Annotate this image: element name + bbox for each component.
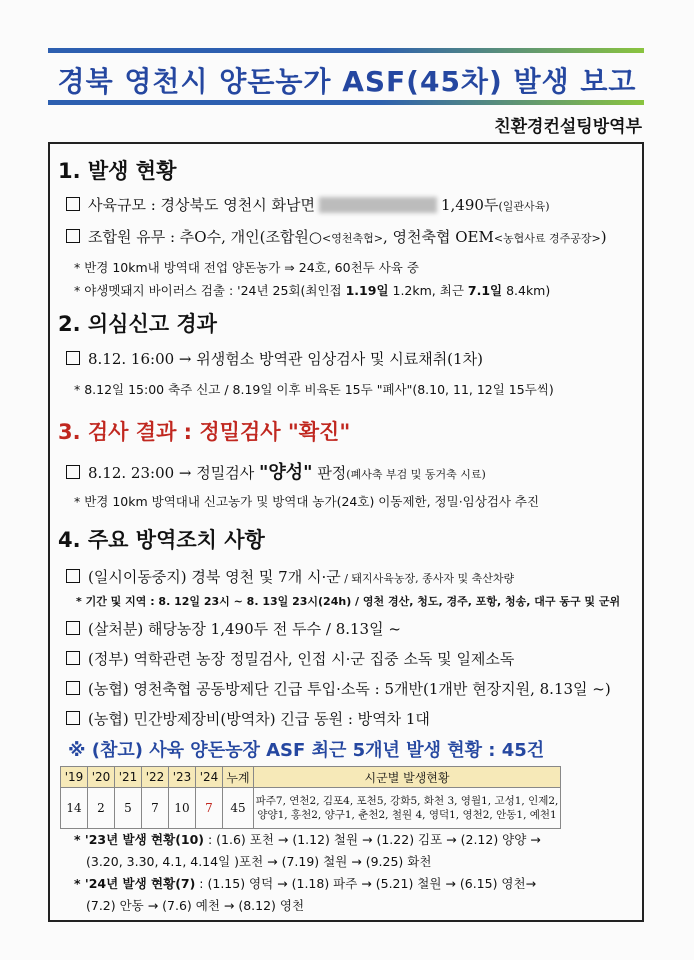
department-name: 친환경컨설팅방역부 — [494, 117, 642, 137]
col-2020: '20 — [88, 767, 115, 788]
suspicion-item — [66, 348, 483, 369]
measure5-text: (농협) 민간방제장비(방역차) 긴급 동원 : 방역차 1대 — [88, 710, 430, 728]
measure3-text: (정부) 역학관련 농장 정밀검사, 인접 시·군 집중 소독 및 일제소독 — [88, 650, 515, 668]
result-item — [66, 458, 486, 484]
measure-item-2 — [66, 618, 401, 639]
regions-line-2: 양양1, 홍천2, 양구1, 춘천2, 철원 4, 영덕1, 영천2, 안동1, 예천1 — [257, 809, 557, 821]
note2-a: * 야생멧돼지 바이러스 검출 : '24년 25회(최인접 — [74, 283, 346, 298]
section1-heading: 1. 발생 현황 — [58, 159, 177, 183]
measure1-a: (일시이동중지) 경북 영천 및 7개 시·군 — [88, 568, 341, 586]
checkbox-icon — [66, 681, 80, 695]
member-mid: , 영천축협 OEM — [382, 228, 494, 246]
regions-line-1: 파주7, 연천2, 김포4, 포천5, 강화5, 화천 3, 영월1, 고성1, 인제2, — [255, 795, 559, 807]
history-table — [60, 766, 561, 829]
member-item — [66, 226, 607, 247]
cell-2023: 10 — [169, 788, 196, 829]
measure-item-3 — [66, 648, 514, 669]
checkbox-icon — [66, 651, 80, 665]
checkbox-icon — [66, 229, 80, 243]
farm-size-item — [66, 194, 550, 215]
col-regions: 시군별 발생현황 — [254, 767, 561, 788]
member-end: ) — [600, 228, 607, 246]
checkbox-icon — [66, 197, 80, 211]
table-header-row — [61, 767, 561, 788]
measure1-note: * 기간 및 지역 : 8. 12일 23시 ~ 8. 13일 23시(24h) / 영천 경산, 청도, 경주, 포항, 청송, 대구 동구 및 군위 — [76, 595, 621, 608]
reference-heading: ※ (참고) 사육 양돈농장 ASF 최근 5개년 발생 현황 : 45건 — [68, 740, 545, 761]
result-positive: "양성" — [259, 462, 313, 483]
suspicion-text: 8.12. 16:00 → 위생험소 방역관 임상검사 및 시료채취(1차) — [88, 350, 483, 368]
section2-heading: 2. 의심신고 경과 — [58, 312, 217, 336]
measure-item-1 — [66, 566, 514, 587]
col-total: 누계 — [223, 767, 254, 788]
note2-d: 7.1일 — [467, 283, 503, 298]
result-c: 판정 — [312, 464, 347, 482]
farm-size-label: 사육규모 : 경상북도 영천시 화남면 — [88, 196, 315, 214]
col-2021: '21 — [115, 767, 142, 788]
measure4-text: (농협) 영천축협 공동방제단 긴급 투입·소독 : 5개반(1개반 현장지원, 8.13일 ~) — [88, 680, 611, 698]
result-d: (폐사축 부검 및 동거축 시료) — [346, 468, 486, 481]
history-2023-label: * '23년 발생 현황(10) — [74, 832, 205, 847]
measure-item-5 — [66, 708, 430, 729]
cell-2024: 7 — [196, 788, 223, 829]
measure-item-4 — [66, 678, 611, 699]
note-wild-boar — [74, 281, 550, 299]
note2-b: 1.19일 — [345, 283, 389, 298]
result-a: 8.12. 23:00 → 정밀검사 — [88, 464, 259, 482]
note-farms-10km: * 반경 10km내 방역대 전업 양돈농가 ⇒ 24호, 60천두 사육 중 — [74, 260, 419, 275]
farm-type: (일관사육) — [498, 200, 550, 213]
title-underline-bar — [48, 100, 644, 105]
history-2023-line2: (3.20, 3.30, 4.1, 4.14일 )포천 → (7.19) 철원 → (9.25) 화천 — [86, 854, 432, 869]
cell-2019: 14 — [61, 788, 88, 829]
section4-heading: 4. 주요 방역조치 사항 — [58, 528, 265, 552]
member-sub2: <농협사료 경주공장> — [493, 232, 601, 245]
member-sub: <영천축협> — [322, 232, 383, 245]
history-2023 — [74, 830, 541, 848]
report-title: 경북 영천시 양돈농가 ASF(45차) 발생 보고 — [57, 65, 637, 98]
checkbox-icon — [66, 569, 80, 583]
cell-total: 45 — [223, 788, 254, 829]
measure1-b: / 돼지사육농장, 종사자 및 축산차량 — [340, 572, 515, 585]
history-2024-label: * '24년 발생 현황(7) — [74, 876, 196, 891]
checkbox-icon — [66, 465, 80, 479]
measure2-text: (살처분) 해당농장 1,490두 전 두수 / 8.13일 ~ — [88, 620, 401, 638]
col-2023: '23 — [169, 767, 196, 788]
top-accent-bar — [48, 48, 644, 53]
cell-regions — [254, 788, 561, 829]
cell-2022: 7 — [142, 788, 169, 829]
member-label: 조합원 유무 : 추O수, 개인(조합원○ — [88, 228, 323, 246]
history-2024-line2: (7.2) 안동 → (7.6) 예천 → (8.12) 영천 — [86, 898, 305, 913]
table-row — [61, 788, 561, 829]
col-2019: '19 — [61, 767, 88, 788]
checkbox-icon — [66, 351, 80, 365]
history-2024-line1: : (1.15) 영덕 → (1.18) 파주 → (5.21) 철원 → (6.15) 영천→ — [195, 876, 537, 891]
note2-c: 1.2km, 최근 — [388, 283, 468, 298]
result-note: * 반경 10km 방역대내 신고농가 및 방역대 농가(24호) 이동제한, 정밀·임상검사 추진 — [74, 494, 540, 509]
section3-heading: 3. 검사 결과 : 정밀검사 "확진" — [58, 420, 351, 444]
suspicion-note: * 8.12일 15:00 축주 신고 / 8.19일 이후 비육돈 15두 "폐사"(8.10, 11, 12일 15두씩) — [74, 382, 554, 397]
col-2022: '22 — [142, 767, 169, 788]
farm-count: 1,490두 — [441, 196, 499, 214]
cell-2021: 5 — [115, 788, 142, 829]
note2-e: 8.4km) — [502, 283, 551, 298]
cell-2020: 2 — [88, 788, 115, 829]
col-2024: '24 — [196, 767, 223, 788]
history-2023-line1: : (1.6) 포천 → (1.12) 철원 → (1.22) 김포 → (2.12) 양양 → — [204, 832, 541, 847]
checkbox-icon — [66, 621, 80, 635]
redacted-address — [319, 197, 437, 213]
history-2024 — [74, 874, 536, 892]
checkbox-icon — [66, 711, 80, 725]
